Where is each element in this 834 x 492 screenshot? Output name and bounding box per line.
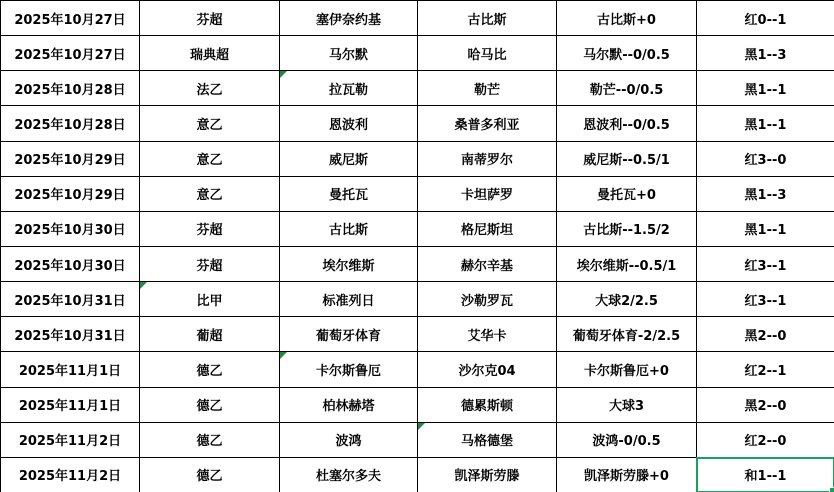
cell-league[interactable]: 瑞典超 [140, 36, 280, 71]
cell-league[interactable]: 比甲 [140, 282, 280, 317]
cell-away-team[interactable]: 艾华卡 [418, 317, 557, 352]
cell-result[interactable]: 黑1--1 [697, 106, 834, 141]
cell-pick[interactable]: 勒芒--0/0.5 [557, 71, 697, 106]
cell-home-team[interactable]: 塞伊奈约基 [280, 1, 418, 36]
cell-league[interactable]: 法乙 [140, 71, 280, 106]
cell-result[interactable]: 黑2--0 [697, 317, 834, 352]
cell-date[interactable]: 2025年10月27日 [1, 36, 140, 71]
cell-date[interactable]: 2025年11月1日 [1, 387, 140, 422]
cell-result[interactable]: 黑1--1 [697, 211, 834, 246]
cell-result[interactable]: 红2--1 [697, 352, 834, 387]
table-row [1, 422, 834, 457]
cell-league[interactable]: 德乙 [140, 387, 280, 422]
cell-away-team[interactable]: 德累斯顿 [418, 387, 557, 422]
cell-result[interactable]: 和1--1 [697, 457, 834, 492]
cell-pick[interactable]: 恩波利--0/0.5 [557, 106, 697, 141]
cell-result[interactable]: 红0--1 [697, 1, 834, 36]
cell-pick[interactable]: 曼托瓦+0 [557, 176, 697, 211]
cell-result[interactable]: 红3--0 [697, 141, 834, 176]
cell-date[interactable]: 2025年11月2日 [1, 422, 140, 457]
cell-league[interactable]: 意乙 [140, 106, 280, 141]
cell-away-team[interactable]: 桑普多利亚 [418, 106, 557, 141]
cell-result[interactable]: 红3--1 [697, 282, 834, 317]
cell-home-team[interactable]: 杜塞尔多夫 [280, 457, 418, 492]
table-row [1, 457, 834, 492]
cell-pick[interactable]: 波鸿-0/0.5 [557, 422, 697, 457]
cell-league[interactable]: 德乙 [140, 352, 280, 387]
cell-league[interactable]: 芬超 [140, 211, 280, 246]
cell-away-team[interactable]: 南蒂罗尔 [418, 141, 557, 176]
cell-date[interactable]: 2025年11月1日 [1, 352, 140, 387]
cell-pick[interactable]: 威尼斯--0.5/1 [557, 141, 697, 176]
cell-league[interactable]: 芬超 [140, 1, 280, 36]
cell-league[interactable]: 芬超 [140, 246, 280, 281]
cell-away-team[interactable]: 凯泽斯劳滕 [418, 457, 557, 492]
cell-date[interactable]: 2025年10月31日 [1, 282, 140, 317]
cell-away-team[interactable]: 沙勒罗瓦 [418, 282, 557, 317]
cell-pick[interactable]: 古比斯+0 [557, 1, 697, 36]
cell-away-team[interactable]: 哈马比 [418, 36, 557, 71]
cell-away-team[interactable]: 格尼斯坦 [418, 211, 557, 246]
cell-away-team[interactable]: 赫尔辛基 [418, 246, 557, 281]
table-row [1, 1, 834, 36]
cell-home-team[interactable]: 古比斯 [280, 211, 418, 246]
table-row [1, 176, 834, 211]
cell-league[interactable]: 意乙 [140, 176, 280, 211]
cell-away-team[interactable]: 勒芒 [418, 71, 557, 106]
cell-date[interactable]: 2025年10月30日 [1, 246, 140, 281]
cell-result[interactable]: 黑1--3 [697, 36, 834, 71]
fill-handle[interactable] [829, 487, 834, 492]
cell-away-team[interactable]: 马格德堡 [418, 422, 557, 457]
table-row [1, 106, 834, 141]
cell-home-team[interactable]: 葡萄牙体育 [280, 317, 418, 352]
cell-home-team[interactable]: 拉瓦勒 [280, 71, 418, 106]
cell-date[interactable]: 2025年10月28日 [1, 106, 140, 141]
cell-home-team[interactable]: 波鸿 [280, 422, 418, 457]
cell-pick[interactable]: 大球3 [557, 387, 697, 422]
cell-away-team[interactable]: 卡坦萨罗 [418, 176, 557, 211]
cell-pick[interactable]: 卡尔斯鲁厄+0 [557, 352, 697, 387]
cell-league[interactable]: 葡超 [140, 317, 280, 352]
results-table-body [1, 1, 834, 492]
table-row [1, 141, 834, 176]
cell-date[interactable]: 2025年10月31日 [1, 317, 140, 352]
cell-result[interactable]: 黑1--3 [697, 176, 834, 211]
cell-result[interactable]: 红3--1 [697, 246, 834, 281]
cell-pick[interactable]: 大球2/2.5 [557, 282, 697, 317]
cell-home-team[interactable]: 埃尔维斯 [280, 246, 418, 281]
cell-league[interactable]: 德乙 [140, 422, 280, 457]
table-row [1, 352, 834, 387]
cell-away-team[interactable]: 沙尔克04 [418, 352, 557, 387]
cell-home-team[interactable]: 柏林赫塔 [280, 387, 418, 422]
active-cell-selection-border [696, 457, 834, 492]
cell-home-team[interactable]: 威尼斯 [280, 141, 418, 176]
cell-league[interactable]: 意乙 [140, 141, 280, 176]
table-row [1, 387, 834, 422]
table-row [1, 282, 834, 317]
cell-result[interactable]: 黑1--1 [697, 71, 834, 106]
cell-pick[interactable]: 马尔默--0/0.5 [557, 36, 697, 71]
cell-result[interactable]: 红2--0 [697, 422, 834, 457]
cell-pick[interactable]: 葡萄牙体育-2/2.5 [557, 317, 697, 352]
table-row [1, 71, 834, 106]
cell-date[interactable]: 2025年10月29日 [1, 141, 140, 176]
cell-pick[interactable]: 古比斯--1.5/2 [557, 211, 697, 246]
cell-date[interactable]: 2025年10月28日 [1, 71, 140, 106]
cell-league[interactable]: 德乙 [140, 457, 280, 492]
cell-date[interactable]: 2025年10月27日 [1, 1, 140, 36]
cell-home-team[interactable]: 马尔默 [280, 36, 418, 71]
cell-home-team[interactable]: 曼托瓦 [280, 176, 418, 211]
cell-pick[interactable]: 凯泽斯劳滕+0 [557, 457, 697, 492]
cell-pick[interactable]: 埃尔维斯--0.5/1 [557, 246, 697, 281]
cell-home-team[interactable]: 标准列日 [280, 282, 418, 317]
cell-home-team[interactable]: 恩波利 [280, 106, 418, 141]
cell-date[interactable]: 2025年10月30日 [1, 211, 140, 246]
cell-result[interactable]: 黑2--0 [697, 387, 834, 422]
table-row [1, 211, 834, 246]
table-row [1, 246, 834, 281]
table-row [1, 317, 834, 352]
cell-date[interactable]: 2025年10月29日 [1, 176, 140, 211]
cell-date[interactable]: 2025年11月2日 [1, 457, 140, 492]
table-row [1, 36, 834, 71]
cell-away-team[interactable]: 古比斯 [418, 1, 557, 36]
cell-home-team[interactable]: 卡尔斯鲁厄 [280, 352, 418, 387]
